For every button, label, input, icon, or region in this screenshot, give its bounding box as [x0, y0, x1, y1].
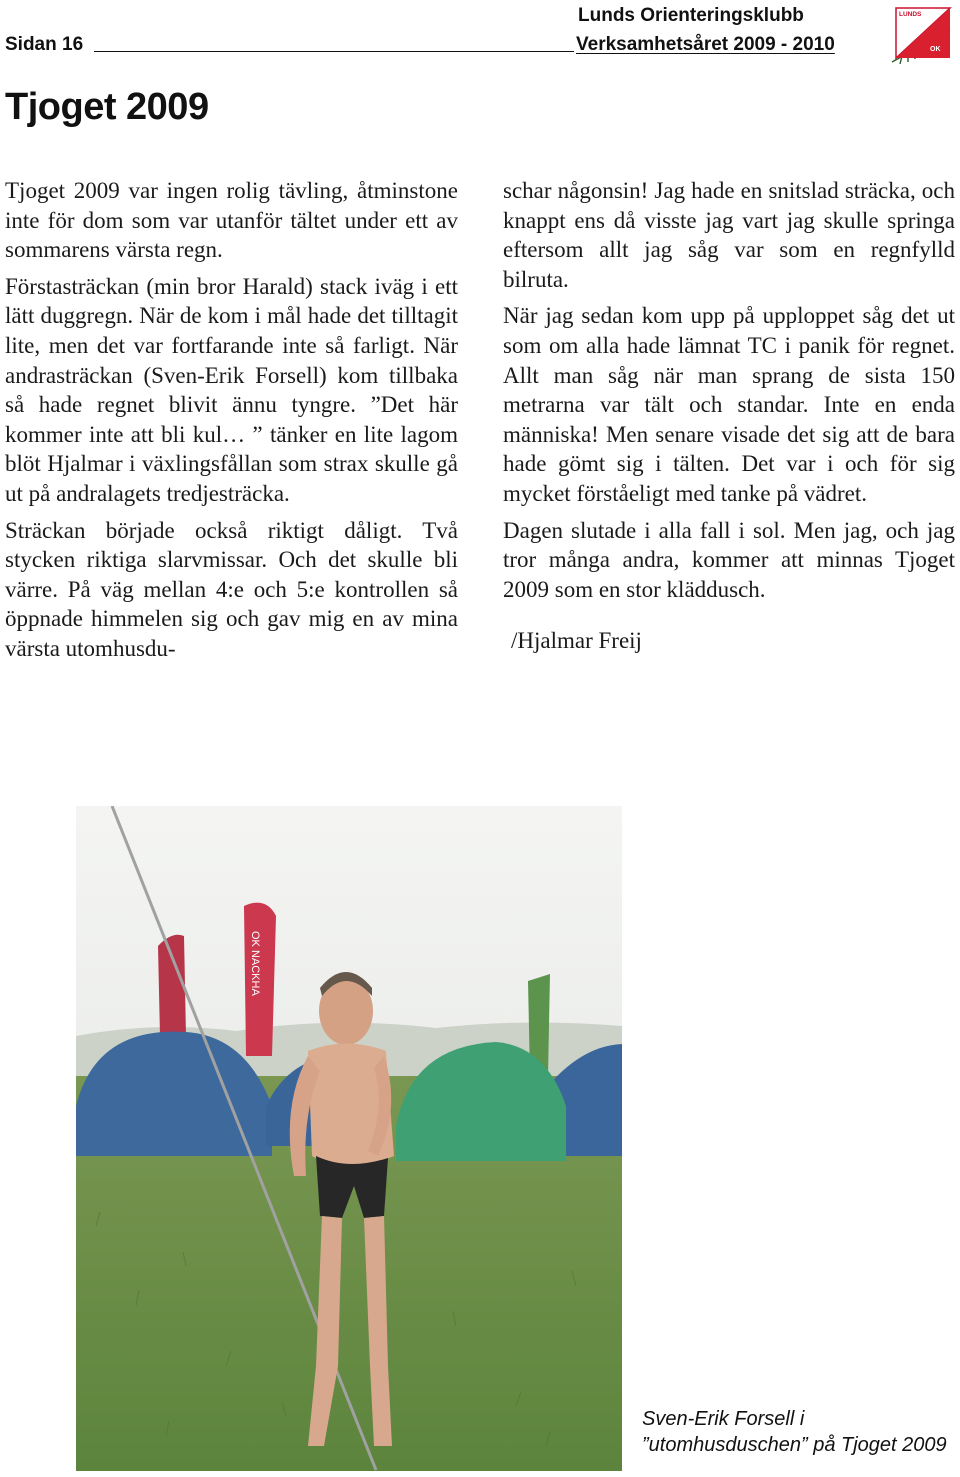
paragraph: Dagen slutade i alla fall i sol. Men jag, och jag tror många andra, kommer att minnas Tjoget 2009 som en stor kläddusch. [503, 517, 955, 602]
rain-haze [76, 806, 622, 1471]
article-title: Tjoget 2009 [5, 86, 209, 128]
article-column-right [503, 176, 955, 663]
paragraph: Sträckan började också riktigt dåligt. Två stycken riktiga slarvmissar. Och det skulle bli värre. På väg mellan 4:e och 5:e kontrollen så öppnade himmelen sig och gav mig en av mina värsta utomhusdu- [5, 517, 458, 661]
paragraph: schar någonsin! Jag hade en snitslad sträcka, och knappt ens då visste jag vart jag skulle springa eftersom allt jag såg var som en regnfylld bilruta. [503, 178, 955, 292]
header-rule [94, 51, 574, 52]
photo-caption: Sven-Erik Forsell i ”utomhusduschen” på Tjoget 2009 [642, 1408, 947, 1456]
paragraph: Förstasträckan (min bror Harald) stack iväg i ett lätt duggregn. När de kom i mål hade det tilltagit lite, men det var fortfarande inte så farligt. När andrasträckan (Sven-Erik Forsell) kom tillbaka så hade regnet blivit ännu tyngre. ”Det här kommer inte att bli kul… ” tänker en lite lagom blöt Hjalmar i växlingsfållan som strax skulle gå ut på andralagets tredjesträcka. [5, 273, 458, 506]
club-logo [888, 4, 954, 66]
page-number: Sidan 16 [5, 34, 84, 55]
club-name: Lunds Orienteringsklubb [578, 5, 804, 26]
banner-text: OK NACKHA [249, 931, 261, 996]
season-label: Verksamhetsåret 2009 - 2010 [576, 34, 835, 55]
paragraph: När jag sedan kom upp på upploppet såg det ut som om alla hade lämnat TC i panik för regnet. Allt man såg när man sprang de sista 150 metrarna var tält och standar. Inte en enda människa! Men senare visade det sig att de bara hade gömt sig i tälten. Det var i och för sig mycket förståeligt med tanke på vädret. [503, 303, 955, 506]
article-column-left [5, 176, 458, 671]
paragraph: Tjoget 2009 var ingen rolig tävling, åtminstone inte för dom som var utanför tältet under ett av sommarens värsta regn. [5, 178, 458, 263]
logo-text-bottom: OK [930, 46, 941, 53]
article-photo [76, 806, 622, 1471]
logo-text-top: LUNDS [899, 11, 922, 18]
author-signature: /Hjalmar Freij [511, 628, 642, 654]
